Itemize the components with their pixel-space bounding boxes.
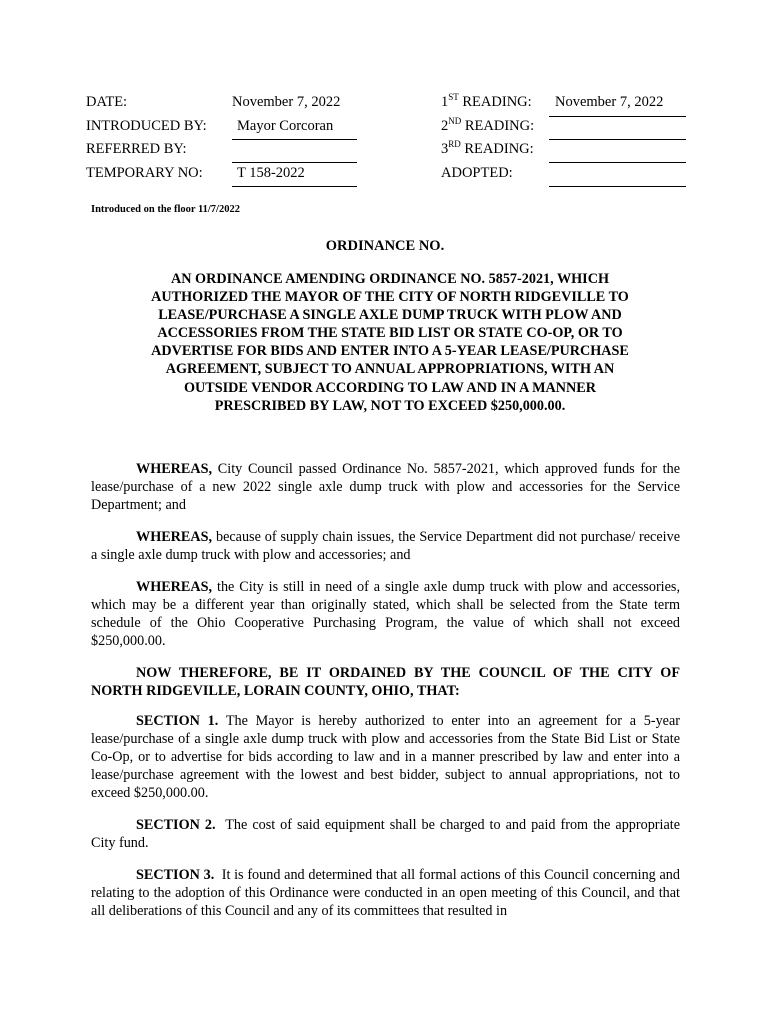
date-value: November 7, 2022 bbox=[232, 94, 341, 110]
second-reading-underline bbox=[549, 139, 686, 140]
section-lead: SECTION 1. bbox=[136, 713, 219, 729]
ordinance-title: AN ORDINANCE AMENDING ORDINANCE NO. 5857-2021, WHICH AUTHORIZED THE MAYOR OF THE CITY OF NORTH RIDGEVILLE TO LEASE/PURCHASE A SINGLE AXLE DUMP TRUCK WITH PLOW AND ACCESSORIES FROM THE STATE BID LIST OR STATE CO-OP, OR TO ADVERTISE FOR BIDS AND ENTER INTO A 5-YEAR LEASE/PURCHASE AGREEMENT, SUBJECT TO ANNUAL APPROPRIATIONS, WITH AN OUTSIDE VENDOR ACCORDING TO LAW AND IN A MANNER PRESCRIBED BY LAW, NOT TO EXCEED $250,000.00. bbox=[151, 271, 629, 414]
first-reading-value: November 7, 2022 bbox=[555, 94, 664, 110]
ordinance-number-heading: ORDINANCE NO. bbox=[325, 238, 445, 254]
whereas-text: because of supply chain issues, the Service Department did not purchase/ receive a single axle dump truck with plow and accessories; and bbox=[91, 529, 680, 563]
introduced-by-value: Mayor Corcoran bbox=[237, 118, 334, 134]
ordinance-body bbox=[91, 460, 684, 934]
third-reading-underline bbox=[549, 162, 686, 163]
whereas-paragraph-2 bbox=[91, 528, 680, 564]
section-text: It is found and determined that all formal actions of this Council concerning and relating to the adoption of this Ordinance were conducted in an open meeting of this Council, and that all deliberations of this Council and any of its committees that resulted in bbox=[91, 867, 684, 919]
whereas-paragraph-1 bbox=[91, 460, 680, 514]
date-label: DATE: bbox=[86, 94, 128, 110]
introduced-by-label: INTRODUCED BY: bbox=[86, 118, 207, 134]
section-3-paragraph bbox=[91, 866, 684, 920]
adopted-underline bbox=[549, 186, 686, 187]
whereas-lead: WHEREAS, bbox=[136, 461, 213, 477]
temporary-no-label: TEMPORARY NO: bbox=[86, 165, 203, 181]
whereas-text: the City is still in need of a single axle dump truck with plow and accessories, which may be a different year than originally stated, which shall be selected from the State term schedule of the Ohio Cooperative Purchasing Program, the value of which shall not exceed $250,000.00. bbox=[91, 579, 680, 649]
first-reading-label: 1ST READING: bbox=[441, 92, 532, 110]
introduced-by-underline bbox=[232, 139, 357, 140]
floor-note: Introduced on the floor 11/7/2022 bbox=[91, 204, 240, 215]
second-reading-label: 2ND READING: bbox=[441, 116, 535, 134]
section-lead: SECTION 2. bbox=[136, 817, 216, 833]
third-reading-label: 3RD READING: bbox=[441, 139, 534, 157]
whereas-paragraph-3 bbox=[91, 578, 680, 650]
section-text: The cost of said equipment shall be charged to and paid from the appropriate City fund. bbox=[91, 817, 684, 851]
referred-by-label: REFERRED BY: bbox=[86, 141, 187, 157]
whereas-text: City Council passed Ordinance No. 5857-2021, which approved funds for the lease/purchase of a new 2022 single axle dump truck with plow and accessories for the Service Department; and bbox=[91, 461, 680, 513]
temporary-no-value: T 158-2022 bbox=[237, 165, 305, 181]
adopted-label: ADOPTED: bbox=[441, 165, 513, 181]
section-lead: SECTION 3. bbox=[136, 867, 215, 883]
first-reading-underline bbox=[549, 116, 686, 117]
whereas-lead: WHEREAS, bbox=[136, 529, 213, 545]
section-1-paragraph bbox=[91, 712, 680, 802]
whereas-lead: WHEREAS, bbox=[136, 579, 213, 595]
referred-by-underline bbox=[232, 162, 357, 163]
section-text: The Mayor is hereby authorized to enter into an agreement for a 5-year lease/purchase of a single axle dump truck with plow and accessories from the State Bid List or State Co-Op, or to advertise for bids according to law and in a manner prescribed by law and enter into a lease/purchase agreement with the lowest and best bidder, subject to annual appropriations, not to exceed $250,000.00. bbox=[91, 713, 681, 801]
ordaining-clause: NOW THEREFORE, BE IT ORDAINED BY THE COUNCIL OF THE CITY OF NORTH RIDGEVILLE, LORAIN COUNTY, OHIO, THAT: bbox=[91, 665, 680, 699]
section-2-paragraph bbox=[91, 816, 684, 852]
temporary-no-underline bbox=[232, 186, 357, 187]
